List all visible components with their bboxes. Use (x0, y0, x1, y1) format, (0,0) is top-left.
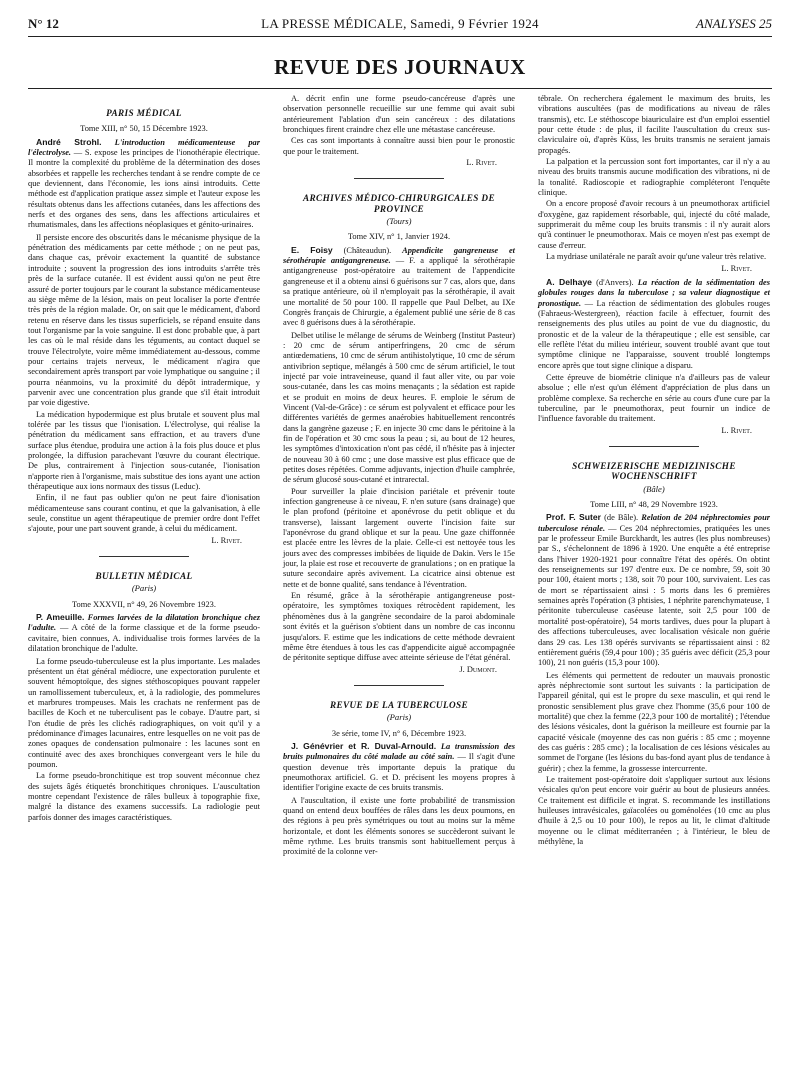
journal-title: LA PRESSE MÉDICALE, Samedi, 9 Février 1924 (261, 16, 539, 31)
section-separator (99, 556, 189, 557)
article (283, 741, 515, 794)
article-author: E. Foisy (291, 244, 333, 255)
article-text: — La réaction de sédimentation des globules rouges (Fahraeus-Westergreen), réaction facile à effectuer, fournit des renseignements des plus utiles au point de vue du diagnostic, du pronostic et de la valeur de la thérapeutique ; elle est sensible, car elle reflète l'état du milieu intérieur, souvent troublé avant que tout symptôme clinique ne l'apparaisse, souvent troublé longtemps encore après que tout signe clinique a disparu. (538, 298, 770, 370)
section-page: ANALYSES 25 (696, 16, 772, 31)
article (283, 245, 515, 329)
section-reference: Tome LIII, n° 48, 29 Novembre 1923. (590, 500, 718, 510)
article-paragraph: On a encore proposé d'avoir recours à un pneumothorax artificiel d'oxygène, gaz rapidement résorbable, qui, injecté du côté malade, supprimerait du même coup les bruits transmis : il n'y aurait alors qu'à continuer le pneumothorax. Mais ce moyen n'est pas exempt de cause d'erreur. (538, 199, 770, 250)
section-reference: Tome XIII, n° 50, 15 Décembre 1923. (80, 124, 208, 134)
article (28, 137, 260, 231)
article-signature: J. Dumont. (459, 664, 497, 674)
section-reference: Tome XIV, n° 1, Janvier 1924. (347, 232, 451, 242)
article-paragraph: Les éléments qui permettent de redouter un mauvais pronostic après néphrectomie sont surtout les suivants : la participation de l'appareil génital, qui est le propre du sexe masculin, et qui rend le pronostic sensiblement plus grave chez l'homme (35,6 pour 100 de mortalité) que chez la femme (22,3 pour 100 de mortalité) ; l'étendue des lésions vésicales, dont la guérison la meilleure est fournie par la capacité vésicale (moyenne des cas non guéris : 85 cmc ; moyenne des cas guéris : 285 cmc) ; la localisation de ces lésions vésicales au sommet de l'organe (les lésions du bas-fond ayant plus de tendance à guérir) ; chez la femme, la grossesse intercurrente. (538, 670, 770, 773)
article-title: L'introduction médicamenteuse par l'électrolyse. (28, 137, 260, 158)
article-title: Appendicite gangreneuse et sérothérapie antigangreneuse. (283, 245, 516, 266)
article (538, 512, 770, 668)
section-title: PARIS MÉDICAL (106, 108, 182, 118)
article-paragraph: Ces cas sont importants à connaître aussi bien pour le pronostic que pour le traitement. (283, 136, 515, 156)
section-city: (Paris) (131, 583, 157, 594)
issue-number: N° 12 (28, 16, 59, 31)
article-paragraph: La palpation et la percussion sont fort importantes, car il n'y a au niveau des bruits transmis aucune modification des vibrations, ni de la tonalité. Radioscopie et radiographie compléteront l'enquête clinique. (538, 157, 770, 198)
section-title: SCHWEIZERISCHE MEDIZINISCHE WOCHENSCHRIFT (572, 461, 736, 482)
article-text: — S. expose les principes de l'ionothérapie électrique. Il montre la complexité du problème de la détermination des doses absorbées et rappelle les recherches tendant à se rendre compte de ce que deviennent, dans l'économie, les ions ainsi introduits. Cette méthode est d'application pratique assez simple et l'auteur expose les résultats obtenus dans les affections cutanées, dans les affections des nerfs et des organes des sens, dans les affections articulaires et rhumatismales, dans les affections néoplasiques et génito-urinaires. (28, 148, 260, 230)
section-title: BULLETIN MÉDICAL (95, 571, 193, 582)
article (28, 612, 260, 654)
author-place: (Châteaudun). (343, 245, 392, 255)
running-header (28, 14, 772, 34)
article-paragraph: Le traitement post-opératoire doit s'appliquer surtout aux lésions vésicales qu'on peut encore voir guérir au bout de plusieurs années. Ce traitement est difficile et ingrat. S. recommande les instillations huileuses intravésicales, gaïacolées ou goménolées (10 cmc au plus d'huile à 2,5 ou 10 pour 100), le repos au lit, le climat d'altitude moyenne ou le climat méditerranéen ; à l'intérieur, le bleu de méthylène, la (538, 774, 770, 847)
section-reference: 3e série, tome IV, n° 6, Décembre 1923. (331, 728, 467, 738)
article-paragraph: Il persiste encore des obscurités dans le mécanisme physique de la pénétration des médicaments par cette méthode ; on ne peut pas, dans chaque cas, prévoir exactement la quantité de substance introduite ; souvent la progression des ions introduits s'arrête très près de la surface cutanée. Il est évident aussi qu'on ne peut être assuré de porter toujours par le courant la substance médicamenteuse au siège même de la lésion, mais on peut localiser la porte d'entrée très près de la région malade. Or, on sait que le médicament, d'abord retenu en réserve dans les tissus superficiels, se répand ensuite dans tout l'organisme par la voie sanguine. Il est donc probable que, à part les cas où le mal réside dans les téguments, au contact duquel se trouve l'électrolyte, voire même immédiatement au-dessous, comme pour certains trajets nerveux, le médicament n'agira que secondairement après transport par voie lymphatique ou sanguine ; il pourra néanmoins, vu la proximité du dépôt intradermique, y parvenir avec une concentration plus grande que s'il était introduit par voie digestive. (28, 232, 260, 408)
article-author: Prof. F. Suter (546, 512, 602, 523)
article-paragraph: Cette épreuve de biométrie clinique n'a d'ailleurs pas de valeur absolue ; elle n'est qu'un élément d'appréciation de plus dans un problème complexe. Sa recherche en série au cours d'une cure par la tuberculine, par le pneumothorax, peut fournir un indice de l'influence favorable du traitement. (538, 372, 770, 424)
article-paragraph: La forme pseudo-tuberculeuse est la plus importante. Les malades présentent un état général médiocre, une expectoration purulente et souvent hémoptoïque, des signes stéthoscopiques pouvant rappeler un ramollissement tuberculeux, et, à la radiologie, des pommelures et marbrures trompeuses. Mais les crachats ne renferment pas de bacilles de Koch et ne tuberculisent pas le cobaye. D'autre part, si l'on étudie de près les clichés radiographiques, on voit qu'il y a prédominance d'images lacunaires, entre lesquelles on ne voit pas de zones opaques de condensation pulmonaire : les lacunes sont en continuité avec des axes bronchiques convergeant vers le hile du poumon. (28, 656, 260, 769)
author-place: (d'Anvers). (596, 277, 634, 287)
article-paragraph: La mydriase unilatérale ne paraît avoir qu'une valeur très relative. (546, 252, 767, 262)
section-city: (Paris) (386, 712, 412, 723)
masthead: REVUE DES JOURNAUX (274, 55, 526, 79)
section-title: REVUE DE LA TUBERCULOSE (329, 699, 469, 710)
article-title: Relation de 204 néphrectomies pour tuberculose rénale. (538, 513, 770, 533)
article-paragraph: En résumé, grâce à la sérothérapie antigangreneuse post-opératoire, les symptômes toxiques rétrocèdent rapidement, les phénomènes dus à la gangrène secondaire de la paroi abdominale sont évités et la guérison s'obtient dans un nombre de cas inconnu jusqu'alors. F. estime que les indications de cette méthode devraient même être étendues à tous les cas d'appendicite aiguë accompagnée de péritonite septique diffuse avec atteinte sérieuse de l'état général. (283, 591, 515, 663)
masthead-rule (28, 88, 772, 89)
section-separator (354, 178, 444, 179)
article-title: La réaction de la sédimentation des globules rouges dans la tuberculose ; sa valeur diagnostique et pronostique. (538, 277, 771, 308)
article-signature: L. Rivet. (721, 425, 752, 435)
article-text: — Ces 204 néphrectomies, pratiquées les unes par le professeur Emile Burckhardt, les autres (les plus nombreuses) par S., s'échelonnent de 1896 à 1920. Une enquête a été entreprise dans l'hiver 1920-1921 pour connaître l'état des opérés. On obtint des renseignements sur 197 d'entre eux. De ce nombre, 59, soit 30 pour 100, étaient morts ; 138, soit 70 pour 100, survivaient. Les cas de mort se répartissaient ainsi : 5 morts dans les 6 premières semaines après l'opération (3 phtisies, 1 néphrite parenchymateuse, 1 péritonite tuberculeuse caséeuse latente, soit 2,5 pour 100 de mortalité post-opératoire), 54 morts tardives, dues pour la plupart à des affections tuberculeuses, avec localisation vésicale non guérie dans 29 cas. Les 138 opérés survivants se répartissaient ainsi : 82 entièrement guéris (59,4 pour 100) ; 35 guéris avec déficit (25,3 pour 100), 21 non guéris (15,3 pour 100). (538, 523, 771, 668)
column-3 (538, 94, 770, 848)
article-signature: L. Rivet. (211, 535, 242, 545)
article-signature: L. Rivet. (721, 263, 752, 273)
article-paragraph: A l'auscultation, il existe une forte probabilité de transmission quand on entend deux bouffées de râles dans les deux poumons, en des régions à peu près symétriques ou tout au moins sur la même horizontale, et dont les éléments sonores se succèderont suivant le même rythme. Les bruits transmis sont habituellement perçus à proximité de la colonne ver- (283, 795, 515, 857)
section-separator (354, 685, 444, 686)
article-author: J. Génévrier et R. Duval-Arnould. (291, 740, 437, 751)
header-rule (28, 36, 772, 37)
article-title: Formes larvées de la dilatation bronchique chez l'adulte. (28, 613, 261, 633)
article-text: — A côté de la forme classique et de la forme pseudo-cavitaire, bien connues, A. individualise trois formes larvées de la dilatation bronchique de l'adulte. (28, 623, 260, 654)
article-paragraph: La médication hypodermique est plus brutale et souvent plus mal tolérée par les tissus que l'ionisation. L'électrolyse, qui réalise la pénétration du médicament sans effraction, et au travers d'une surface plus étendue, produira une action à la fois plus douce et plus prolongée, la diffusion parachevant l'œuvre du courant électrique. De plus, contrairement à l'injection sous-cutanée, l'ionisation n'apporte rien à l'organisme, mais substitue des ions ayant une action thérapeutique aux ions normaux des tissus (Leduc). (28, 409, 260, 492)
article-title: La transmission des bruits pulmonaires du côté malade au côté sain. (283, 741, 515, 762)
section-reference: Tome XXXVII, n° 49, 26 Novembre 1923. (72, 599, 216, 609)
article-author: André Strohl. (36, 136, 102, 147)
section-title: ARCHIVES MÉDICO-CHIRURGICALES DE PROVINCE (302, 193, 495, 214)
section-separator (609, 446, 699, 447)
author-place: (de Bâle). (604, 513, 639, 523)
article-paragraph: Delbet utilise le mélange de sérums de Weinberg (Institut Pasteur) : 20 cmc de sérum antiperfringens, 20 cmc de sérum antiœdematiens, 10 cmc de sérum antihistolytique, 10 cmc de sérum antivibrion septique, mélangés à 500 cmc de sérum artificiel, le tout injecté par voie intraveineuse, quand il faut aller vite, ou par voie sous-cutanée, dans les cas moins menaçants ; la sédation est rapide et se produit en moins de deux heures. F. emploie le sérum de Vincent (Val-de-Grâce) : ce sérum est polyvalent et efficace pour les différentes variétés de germes anaérobies habituellement rencontrés dans la gangrène gazeuse ; F. en injecte 30 cmc dans le péritoine à la fin de l'opération et 30 cmc sous la peau ; si, au bout de 12 heures, les symptômes d'intoxication n'ont pas cédé, il n'hésite pas à injecter de nouveau 30 à 60 cmc ; une dose massive est plus efficace que de petites doses répétées. Comme adjuvants, injection d'huile camphrée, de sérum glucosé sous-cutané et intrarectal. (283, 330, 515, 485)
article-author: A. Delhaye (546, 276, 592, 287)
column-1 (28, 94, 260, 824)
article-paragraph: tébrale. On recherchera également le maximum des bruits, les vibrations auscultées (pas de modifications au niveau de râles transmis), etc. Le stéthoscope biauriculaire est d'un emploi essentiel pour cette étude : de plus, il facilite l'auscultation du creux sus-claviculaire où, d'après Küss, les bruits transmis ne seraient jamais propagés. (538, 94, 770, 155)
section-city: (Bâle) (643, 483, 665, 494)
article (538, 277, 770, 371)
section-city: (Tours) (386, 216, 412, 227)
article-signature: L. Rivet. (466, 158, 497, 168)
article-paragraph: Enfin, il ne faut pas oublier qu'on ne peut faire d'ionisation médicamenteuse sans courant continu, et que la galvanisation, à elle seule, constitue un agent thérapeutique de premier ordre dont l'effet s'ajoute, pour une part souvent grande, à celui du médicament. (28, 493, 260, 534)
article-text: — F. a appliqué la sérothérapie antigangreneuse post-opératoire au traitement de l'appendicite gangreneuse et il a obtenu ainsi 6 guérisons sur 7 cas, alors que, dans sa pratique antérieure, où il n'employait pas la sérothérapie, il avait une mortalité de 50 pour 100. Il rappelle que Paul Delbet, au IXe Congrès français de Chirurgie, a également publié une série de 8 cas avec 8 guérisons dues à la sérothérapie. (283, 256, 516, 328)
column-2 (283, 94, 515, 859)
article-text: — Il s'agit d'une question devenue très importante depuis la pratique du pneumothorax artificiel. G. et D. précisent les moyens propres à identifier l'origine exacte de ces bruits transmis. (283, 752, 516, 793)
article-paragraph: La forme pseudo-bronchitique est trop souvent méconnue chez des sujets âgés étiquetés bronchitiques chroniques. L'auscultation montre cependant l'existence de râles bulleux à topographie fixe, malgré la distance des examens successifs. La radiologie peut parfois donner des images caractéristiques. (28, 771, 260, 822)
article-paragraph: A. décrit enfin une forme pseudo-cancéreuse d'après une observation personnelle recueillie sur une femme qui avait subi antérieurement l'ablation d'un sein cancéreux : des dilatations bronchiques firent craindre chez elle une métastase cancéreuse. (283, 94, 515, 135)
article-paragraph: Pour surveiller la plaie d'incision pariétale et prévenir toute infection gangreneuse à ce niveau, F. n'en suture (sans drainage) que le plan profond (péritoine et aponévrose du petit oblique et du transverse), laissant largement ouverte l'incision faite sur l'aponévrose du grand oblique et sur la peau. Une gaze chiffonnée est placée entre les lèvres de la plaie. Celle-ci est nettoyée tous les jours avec des compresses imbibées de liquide de Dakin. Vers le 15e jour, la plaie est rose et recouverte de granulations ; on en pratique la suture secondaire après avivement. La cicatrice ainsi obtenue est nette et de bonne qualité, sans tendance à l'éventration. (283, 486, 515, 589)
article-author: P. Ameuille. (36, 612, 85, 623)
